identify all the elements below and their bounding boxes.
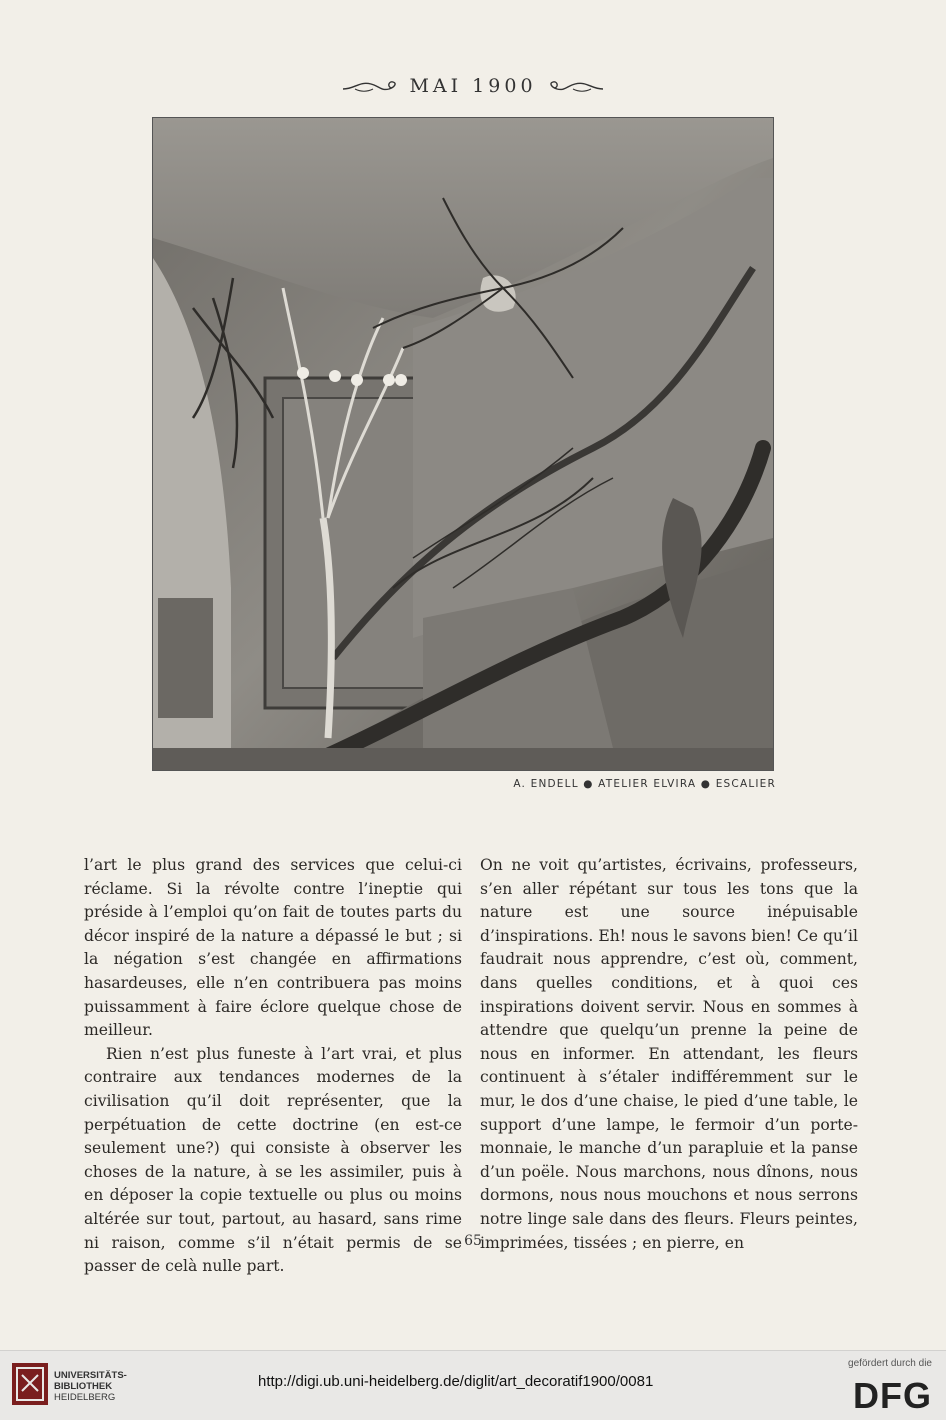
paragraph: On ne voit qu’artistes, écrivains, professeurs, s’en aller répétant sur tous les tons que la nature est une source inépuisable d’inspirations. Eh! nous le savons bien! Ce qu’il faudrait nous apprendre, c’est où, comment, dans quelles conditions, et à quoi ces inspirations doivent servir. Nous en sommes à attendre que quelqu’un prenne la peine de nous en informer. En attendant, les fleurs continuent à s’étaler indifféremment sur le mur, le dos d’une chaise, le pied d’une table, le support d’une lampe, le fermoir d’un porte-monnaie, le manche d’un parapluie et la panse d’un poële. Nous marchons, nous dînons, nous dormons, nous nous mouchons et nous serrons notre linge sale dans des fleurs. Fleurs peintes, imprimées, tissées ; en pierre, en bbox=[480, 856, 858, 1252]
permalink-url[interactable]: http://digi.ub.uni-heidelberg.de/diglit/art_decoratif1900/0081 bbox=[258, 1373, 654, 1390]
institution-line: BIBLIOTHEK bbox=[54, 1381, 113, 1392]
page-header-title: MAI 1900 bbox=[409, 75, 537, 97]
institution-line: HEIDELBERG bbox=[54, 1392, 116, 1403]
running-header bbox=[0, 70, 946, 102]
funding-label: gefördert durch die bbox=[848, 1358, 932, 1369]
staircase-illustration bbox=[153, 118, 773, 770]
paragraph: l’art le plus grand des services que celui-ci réclame. Si la révolte contre l’ineptie qui préside à l’emploi qu’on fait de toutes parts du décor inspiré de la nature a dépassé le but ; si la négation s’est changée en affirmations hasardeuses, elle n’en contribuera pas moins puissamment à faire éclore quelque chose de meilleur. bbox=[84, 856, 462, 1040]
page-number: 65 bbox=[464, 1233, 482, 1249]
institution-name bbox=[54, 1370, 127, 1403]
paragraph: Rien n’est plus funeste à l’art vrai, et plus contraire aux tendances modernes de la civilisation qu’il doit représenter, que la perpétuation de cette doctrine (en est-ce seulement une?) qui consiste à observer les choses de la nature, à se les assimiler, puis à en déposer la copie textuelle ou plus ou moins altérée sur tout, partout, au hasard, sans rime ni raison, comme s’il n’était permis de se passer de celà nulle part. bbox=[84, 1044, 462, 1276]
university-seal-icon bbox=[10, 1361, 50, 1407]
text-column-right bbox=[480, 854, 858, 1255]
staircase-photograph bbox=[152, 117, 774, 771]
right-ornament bbox=[545, 77, 605, 95]
viewer-footer bbox=[0, 1350, 946, 1420]
left-ornament bbox=[341, 77, 401, 95]
dfg-logo: DFG bbox=[853, 1375, 932, 1416]
text-column-left bbox=[84, 854, 462, 1279]
institution-line: UNIVERSITÄTS- bbox=[54, 1370, 127, 1381]
figure-caption: A. ENDELL ● ATELIER ELVIRA ● ESCALIER bbox=[513, 778, 776, 790]
